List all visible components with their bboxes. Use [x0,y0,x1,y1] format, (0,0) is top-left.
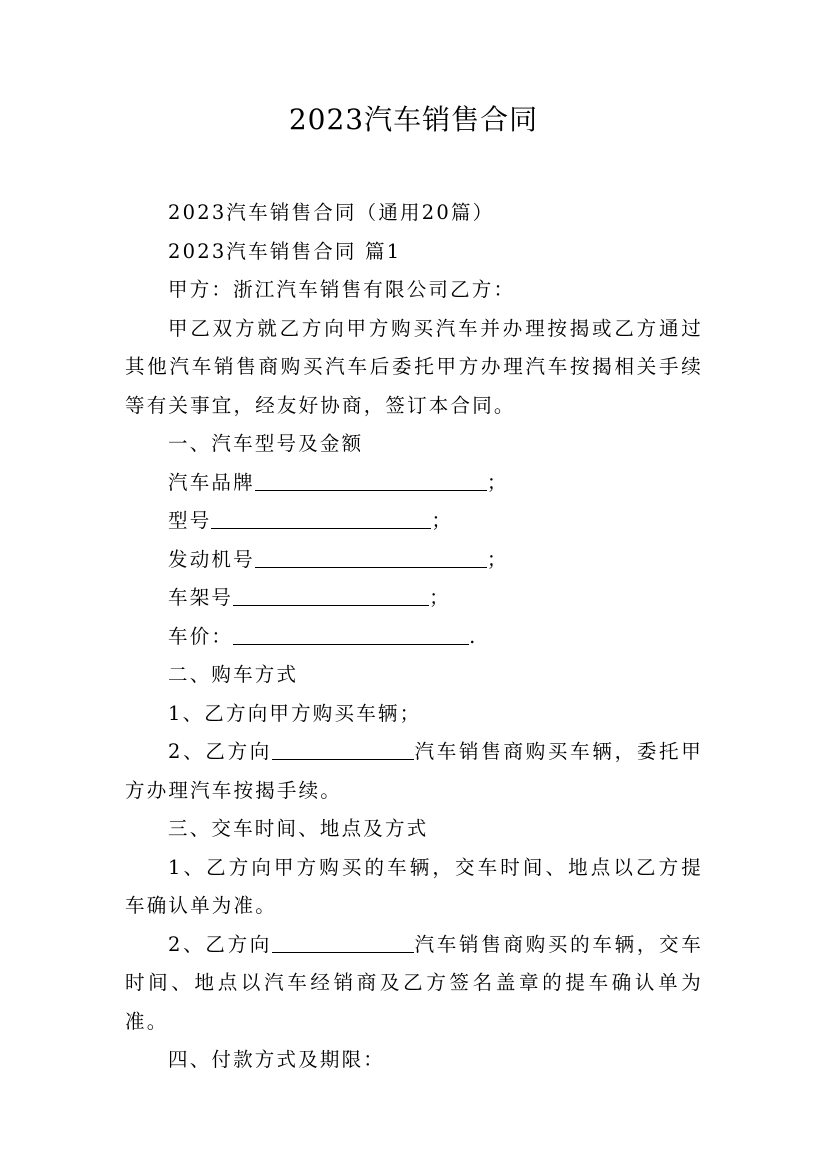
field-label: 发动机号 [168,547,255,571]
field-car-brand [125,464,703,503]
fill-in-blank [255,474,487,491]
clause-2-item-1: 1、乙方向甲方购买车辆； [168,701,422,725]
field-punctuation: ； [486,547,509,571]
clause-text-after: 汽车销售商购买的车辆，交车时间、地点以汽车经销商及乙方签名盖章的提车确认单为准。 [125,932,703,1033]
clause-3-heading: 三、交车时间、地点及方式 [168,817,429,840]
fill-in-blank [255,551,487,568]
field-punctuation: ； [431,509,454,532]
clause-text-before: 2、乙方向 [168,740,273,763]
field-frame-number [125,579,703,618]
field-label: 汽车品牌 [168,470,255,494]
fill-in-blank [233,589,429,606]
clause-3-item-1: 1、乙方向甲方购买的车辆，交车时间、地点以乙方提车确认单为准。 [125,855,703,917]
document-body [125,194,703,1080]
clause-1-heading: 一、汽车型号及金额 [168,432,364,455]
clause-text-after: 汽车销售商购买车辆，委托甲方办理汽车按揭手续。 [125,740,703,802]
field-engine-number [125,541,703,580]
field-punctuation: ； [429,586,451,609]
clause-2-item-2 [125,733,703,810]
paragraph-preamble: 甲乙双方就乙方向甲方购买汽车并办理按揭或乙方通过其他汽车销售商购买汽车后委托甲方办理汽车按揭相关手续等有关事宜，经友好协商，签订本合同。 [125,316,703,417]
field-label: 车价： [168,624,234,648]
clause-2-heading: 二、购车方式 [168,663,299,686]
field-punctuation: ； [486,470,509,494]
field-punctuation: . [469,624,478,648]
fill-in-blank [272,936,414,953]
field-label: 型号 [168,509,212,532]
clause-text-before: 2、乙方向 [168,932,273,956]
field-model [125,502,703,541]
paragraph-subtitle: 2023汽车销售合同（通用20篇） [168,201,495,224]
field-car-price [125,618,703,657]
field-label: 车架号 [168,586,234,609]
clause-3-item-2 [125,926,703,1042]
fill-in-blank [211,512,431,529]
paragraph-section-heading: 2023汽车销售合同 篇1 [168,239,402,263]
fill-in-blank [272,743,414,760]
document-title: 2023汽车销售合同 [288,103,539,136]
fill-in-blank [233,628,469,645]
paragraph-parties: 甲方：浙江汽车销售有限公司乙方： [168,278,516,301]
clause-4-heading: 四、付款方式及期限： [168,1048,386,1071]
